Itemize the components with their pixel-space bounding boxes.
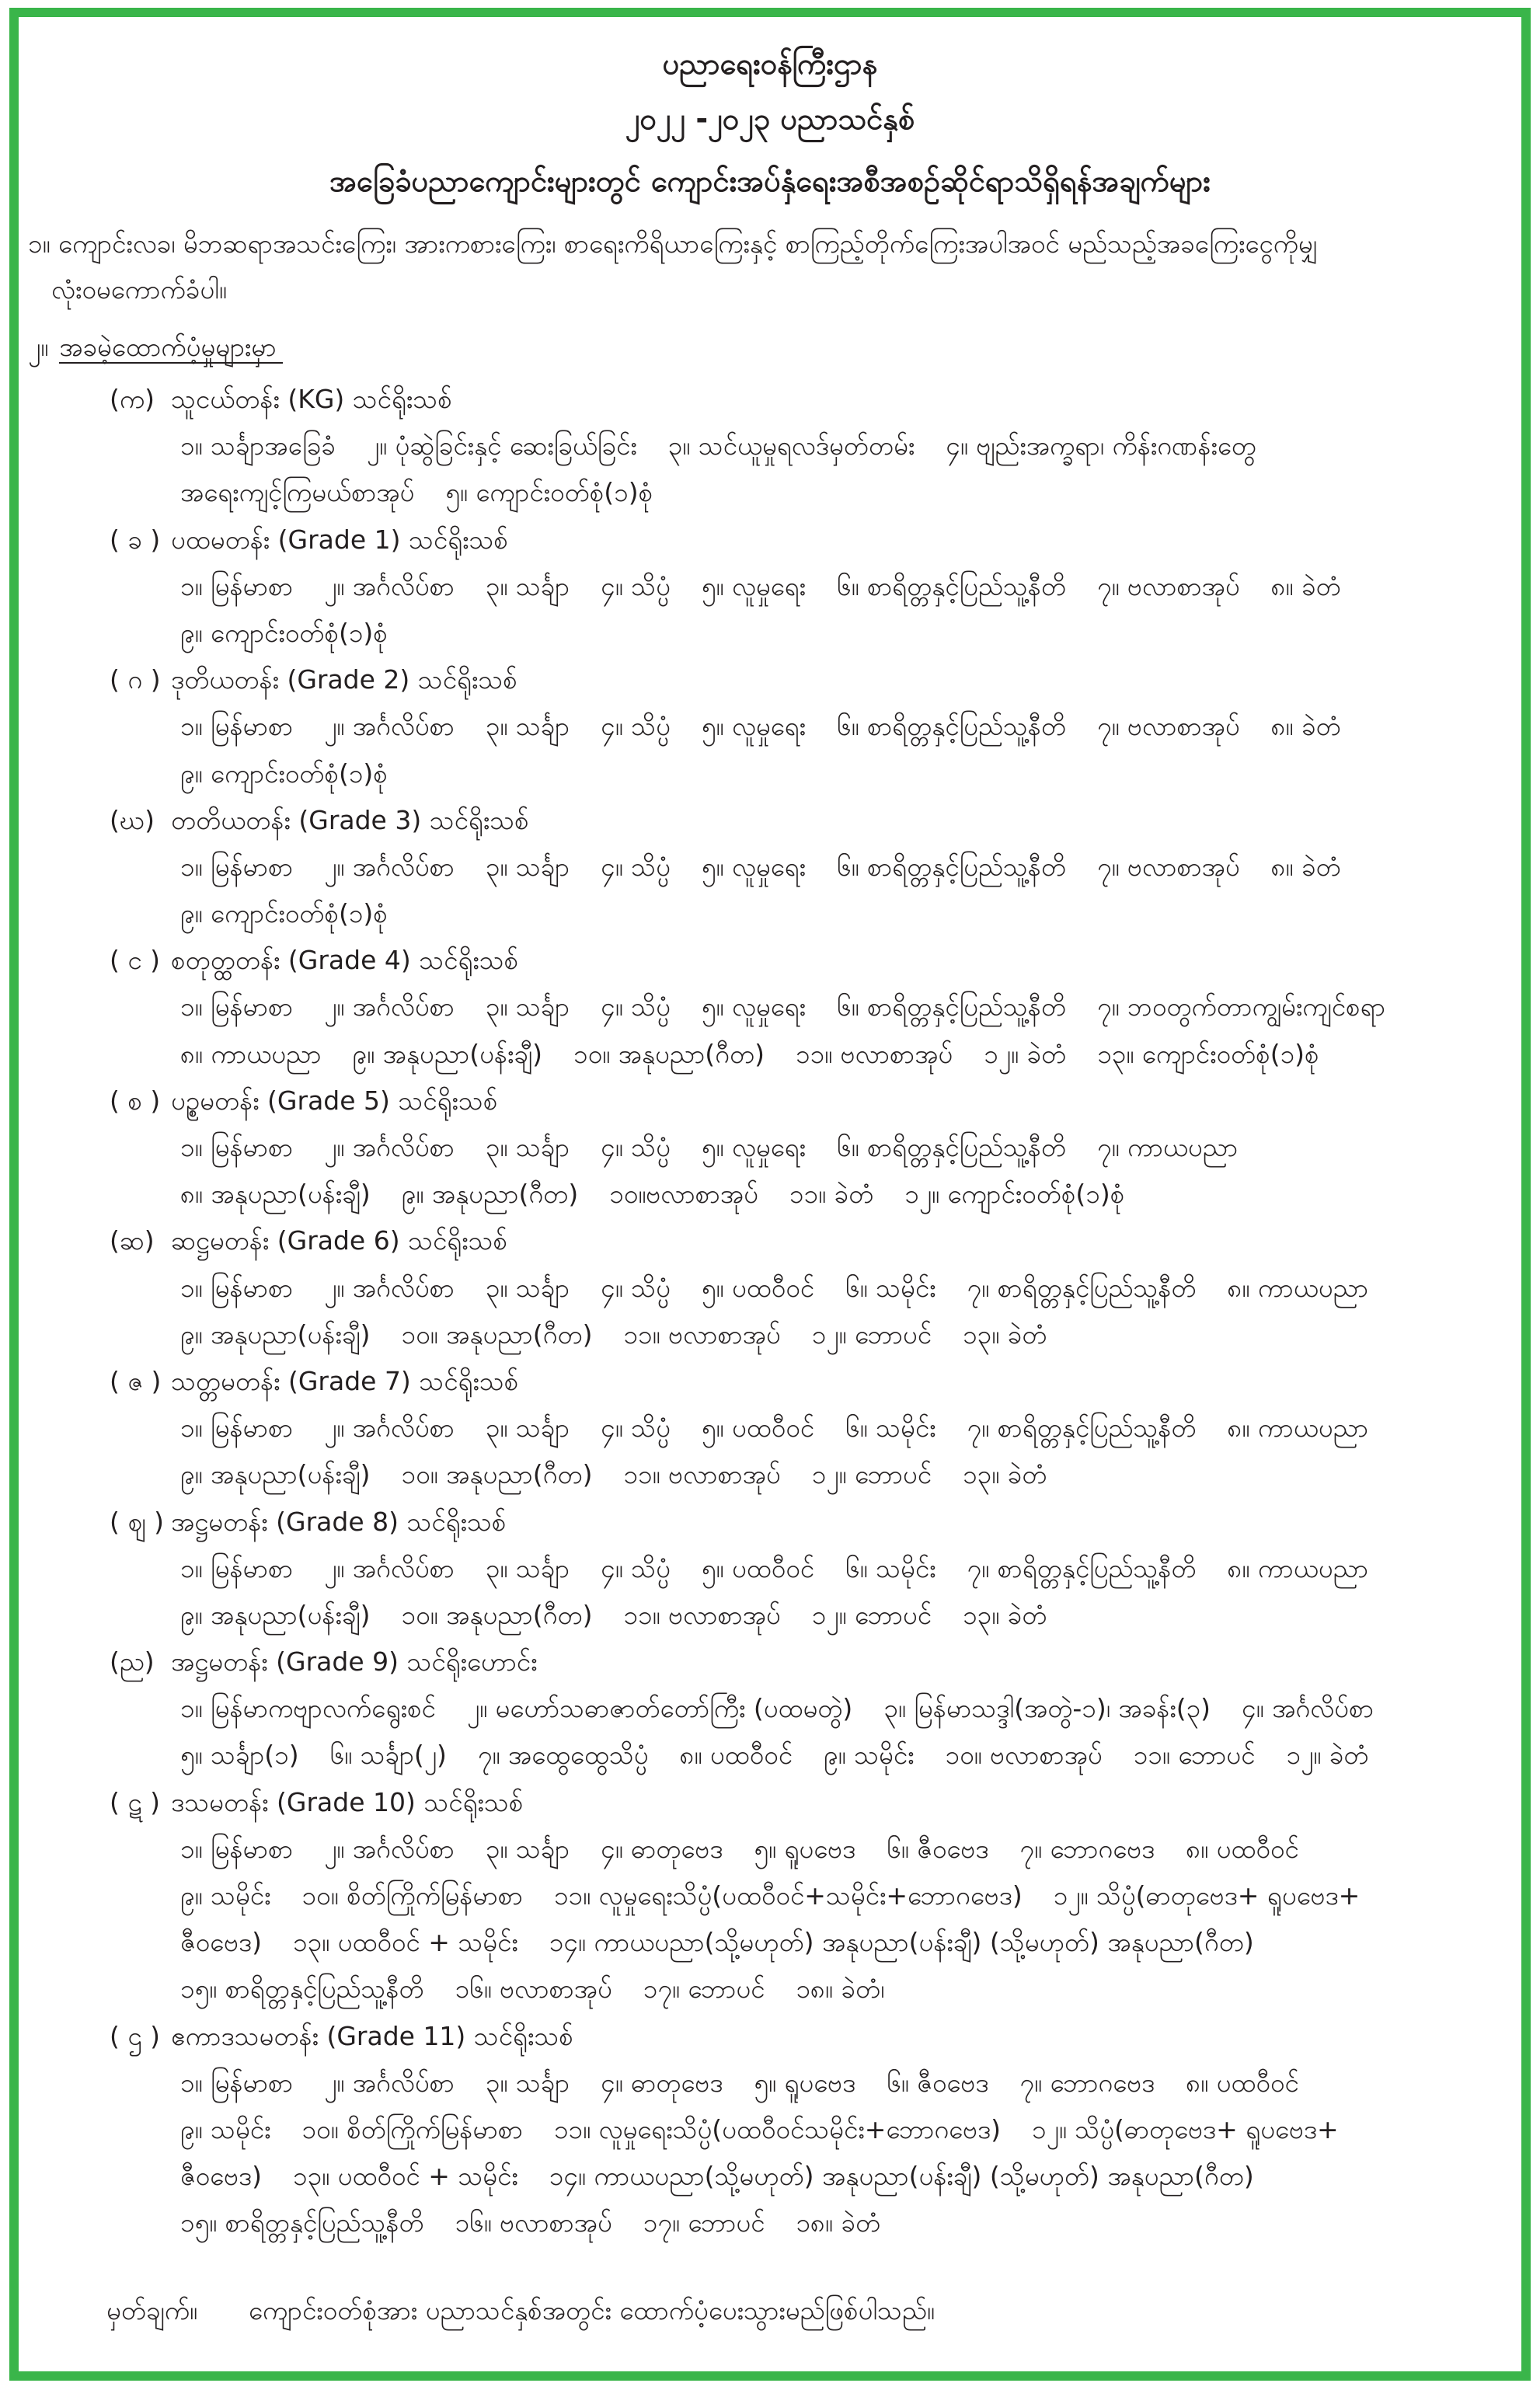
list-item: ၈။ ခဲတံ [1270,570,1341,601]
grade-title: ဒသမတန်း (Grade 10) သင်ရိုးသစ် [171,1786,524,1817]
grade-label: ( ခ ) [110,524,161,555]
list-item: ၅။ လူမှုရေး [701,851,806,882]
list-item: ၁၂။ သိပ္ပံ(ဓာတုဗေဒ+ ရူပဗေဒ+ [1053,1880,1361,1911]
item-line [180,423,1509,469]
item-line [180,890,1509,937]
item-line [180,1919,1509,1966]
list-item: ၄။ သိပ္ပံ [601,711,671,742]
grade-header [0,657,1509,703]
footer-text: ကျောင်းဝတ်စုံအား ပညာသင်နှစ်အတွင်း ထောက်ပံ့ပေးသွားမည်ဖြစ်ပါသည်။ [249,2295,935,2326]
list-item: ၄။ ဓာတုဗေဒ [601,1833,723,1864]
grade-header [0,2013,1509,2060]
list-item: ၁၂။ ဘောပင် [811,1599,932,1630]
list-item: ၆။ စာရိတ္တနှင့်ပြည်သူ့နီတိ [837,991,1066,1023]
item-line [180,984,1509,1030]
list-item: ၅။ ပထဝီဝင် [701,1552,815,1583]
grade-title: တတိယတန်း (Grade 3) သင်ရိုးသစ် [171,804,529,835]
grade-list [0,376,1540,2247]
grade-title: သူငယ်တန်း (KG) သင်ရိုးသစ် [171,384,452,414]
notice-2-heading: အခမဲ့ထောက်ပံ့မှုများမှာ [59,332,283,364]
list-item: ၁၁။ ဘောပင် [1133,1740,1256,1771]
list-item: ၇။ ဘောဂဗေဒ [1019,1833,1155,1864]
grade-section [0,797,1540,938]
list-item: ၃။ သင်္ချာ [485,2067,570,2098]
list-item: ၄။ သိပ္ပံ [601,1272,671,1303]
grade-label: ( ဂ ) [110,664,161,695]
list-item: ၁၆။ ဗလာစာအုပ် [455,1974,612,2005]
academic-year-title: ၂၀၂၂ -၂၀၂၃ ပညာသင်နှစ် [625,102,915,136]
list-item: ၁။ မြန်မာစာ [180,1272,294,1303]
list-item: ၂။ အင်္ဂလိပ်စာ [324,851,455,882]
list-item: ၈။ ကာယပညာ [1227,1272,1369,1303]
list-item: ၁၀။ စိတ်ကြိုက်မြန်မာစာ [301,1880,523,1911]
grade-title: ဒုတိယတန်း (Grade 2) သင်ရိုးသစ် [171,664,517,695]
item-line [180,469,1509,516]
list-item: ၁၂။ သိပ္ပံ(ဓာတုဗေဒ+ ရူပဗေဒ+ [1032,2113,1339,2144]
list-item: ၆။ စာရိတ္တနှင့်ပြည်သူ့နီတိ [837,851,1066,882]
list-item: ၇။ ဘောဂဗေဒ [1019,2067,1155,2098]
list-item: ၉။ သမိုင်း [824,1740,915,1771]
list-item: ၃။ သင်္ချာ [485,1272,570,1303]
grade-section [0,1358,1540,1499]
list-item: ၉။ အနုပညာ(ပန်းချီ) [180,1459,371,1490]
item-line [180,1451,1509,1498]
list-item: ၂။ အင်္ဂလိပ်စာ [324,1272,455,1303]
grade-title: အဋ္ဌမတန်း (Grade 8) သင်ရိုးသစ် [171,1506,507,1537]
grade-section [0,1218,1540,1358]
list-item: ၃။ သင်ယူမှုရလဒ်မှတ်တမ်း [667,430,915,462]
item-line [180,1685,1509,1732]
list-item: ၇။ စာရိတ္တနှင့်ပြည်သူ့နီတိ [967,1413,1197,1444]
grade-label: (ည) [110,1646,155,1678]
list-item: ၇။ ဗလာစာအုပ် [1097,570,1240,601]
list-item: ၁၅။ စာရိတ္တနှင့်ပြည်သူ့နီတိ [180,1974,424,2005]
list-item: ၄။ သိပ္ပံ [601,851,671,882]
list-item: ၁၀။ အနုပညာ(ဂီတ) [401,1599,593,1630]
list-item: ၅။ ကျောင်းဝတ်စုံ(၁)စုံ [445,477,653,508]
list-item: ၆။ စာရိတ္တနှင့်ပြည်သူ့နီတိ [837,570,1066,601]
grade-label: ( ဋ ) [110,1786,161,1817]
item-line [180,563,1509,610]
list-item: ၃။ မြန်မာသဒ္ဒါ(အတွဲ-၁)၊ အခန်း(၃) [883,1693,1211,1724]
grade-label: ( ဈ ) [110,1506,164,1537]
list-item: ၁၁။ လူမှုရေးသိပ္ပံ(ပထဝီဝင်+သမိုင်း+ဘောဂဗေဒ) [553,1880,1023,1911]
list-item: ၁။ မြန်မာစာ [180,851,294,882]
item-line [180,1545,1509,1592]
list-item: ၉။ အနုပညာ(ဂီတ) [401,1179,579,1210]
list-item: ၅။ လူမှုရေး [701,991,806,1023]
list-item: ၂။ ပုံဆွဲခြင်းနှင့် ဆေးခြယ်ခြင်း [366,430,637,462]
list-item: ၃။ သင်္ချာ [485,1552,570,1583]
list-item: ၂။ အင်္ဂလိပ်စာ [324,570,455,601]
list-item: ၁။ မြန်မာစာ [180,1833,294,1864]
list-item: ၇။ စာရိတ္တနှင့်ပြည်သူ့နီတိ [967,1552,1197,1583]
list-item: ၆။ ဇီဝဗေဒ [887,2067,989,2098]
list-item: ၁၁။ ဗလာစာအုပ် [623,1459,781,1490]
list-item: ၁၃။ ခဲတံ [963,1319,1047,1350]
list-item: ၆။ စာရိတ္တနှင့်ပြည်သူ့နီတိ [837,1132,1066,1162]
document-title: အခြေခံပညာကျောင်းများတွင် ကျောင်းအပ်နှံရေးအစီအစဉ်ဆိုင်ရာသိရှိရန်အချက်များ [329,164,1211,198]
list-item: ၇။ ကာယပညာ [1097,1132,1239,1162]
list-item: ၉။ သမိုင်း [180,2113,271,2144]
grade-label: ( င ) [110,945,161,976]
list-item: ၅။ လူမှုရေး [701,711,806,742]
list-item: ၄။ သိပ္ပံ [601,991,671,1023]
grade-label: ( ဇ ) [110,1365,162,1396]
list-item: ၅။ ပထဝီဝင် [701,1413,815,1444]
item-line [180,1171,1509,1218]
footer-label: မှတ်ချက်။ [106,2295,198,2326]
ministry-title: ပညာရေးဝန်ကြီးဌာန [662,47,878,81]
list-item: ၁၂။ ကျောင်းဝတ်စုံ(၁)စုံ [904,1179,1125,1210]
grade-section [0,1499,1540,1639]
list-item: ၇။ ဗလာစာအုပ် [1097,711,1240,742]
list-item: ၈။ ခဲတံ [1270,711,1341,742]
item-line [180,1124,1509,1171]
list-item: ၆။ စာရိတ္တနှင့်ပြည်သူ့နီတိ [837,711,1066,742]
list-item: ၂။ အင်္ဂလိပ်စာ [324,1552,455,1583]
list-item: ၁၆။ ဗလာစာအုပ် [455,2207,612,2238]
item-line [180,1873,1509,1919]
grade-section [0,1779,1540,2013]
list-item: ၁။ မြန်မာစာ [180,570,294,601]
list-item: ၈။ ကာယပညာ [1227,1413,1369,1444]
list-item: ၃။ သင်္ချာ [485,711,570,742]
item-line [180,1312,1509,1358]
list-item: ၂။ အင်္ဂလိပ်စာ [324,1833,455,1864]
list-item: ၁၁။ ဗလာစာအုပ် [623,1319,781,1350]
grade-section [0,657,1540,797]
footer-note [0,2287,1509,2334]
list-item: ၄။ အင်္ဂလိပ်စာ [1242,1693,1375,1724]
list-item: ၈။ ခဲတံ [1270,851,1341,882]
list-item: ၈။ ကာယပညာ [1227,1552,1369,1583]
item-line [180,1592,1509,1639]
list-item: ၉။ သမိုင်း [180,1880,271,1911]
list-item: ၂။ အင်္ဂလိပ်စာ [324,2067,455,2098]
list-item: ၁၃။ ပထဝီဝင် + သမိုင်း [293,1927,518,1958]
list-item: ၁၃။ ပထဝီဝင် + သမိုင်း [293,2161,518,2192]
list-item: ၁၃။ ခဲတံ [963,1599,1047,1630]
list-item: ၆။ သမိုင်း [845,1552,936,1583]
grade-header [0,1779,1509,1826]
list-item: ၉။ ကျောင်းဝတ်စုံ(၁)စုံ [180,898,388,929]
list-item: ၁၂။ ဘောပင် [811,1319,932,1350]
grade-section [0,1639,1540,1779]
list-item: ၃။ သင်္ချာ [485,991,570,1023]
grade-section [0,376,1540,517]
list-item: ၁၀။ဗလာစာအုပ် [609,1179,758,1210]
list-item: ၈။ ပထဝီဝင် [1186,2067,1299,2098]
list-item: ၉။ အနုပညာ(ပန်းချီ) [180,1319,371,1350]
grade-label: ( ဌ ) [110,2020,161,2051]
grade-label: (ဃ) [110,804,155,835]
list-item: ၇။ စာရိတ္တနှင့်ပြည်သူ့နီတိ [967,1272,1197,1303]
list-item: ၅။ သင်္ချာ(၁) [180,1740,299,1771]
list-item: ၁။ မြန်မာစာ [180,991,294,1023]
list-item: ၂။ အင်္ဂလိပ်စာ [324,711,455,742]
list-item: ၁။ မြန်မာစာ [180,1552,294,1583]
grade-title: သတ္တမတန်း (Grade 7) သင်ရိုးသစ် [171,1365,519,1396]
list-item: ၅။ ပထဝီဝင် [701,1272,815,1303]
list-item: ၁၀။ စိတ်ကြိုက်မြန်မာစာ [301,2113,523,2144]
list-item: ၈။ ပထဝီဝင် [679,1740,793,1771]
grade-section [0,1078,1540,1218]
grade-title: ဧကာဒသမတန်း (Grade 11) သင်ရိုးသစ် [171,2020,573,2051]
list-item: ၁။ မြန်မာစာ [180,1413,294,1444]
grade-title: ပထမတန်း (Grade 1) သင်ရိုးသစ် [171,524,508,555]
item-line [180,703,1509,750]
list-item: ၃။ သင်္ချာ [485,570,570,601]
item-line [180,1732,1509,1779]
list-item: ၃။ သင်္ချာ [485,1413,570,1444]
grade-header [0,1218,1509,1264]
list-item: ၇။ ဗလာစာအုပ် [1097,851,1240,882]
grade-header [0,376,1509,423]
list-item: ၁၇။ ဘောပင် [643,2207,765,2238]
list-item: ၁၄။ ကာယပညာ(သို့မဟုတ်) အနုပညာ(ပန်းချီ) (သို့မဟုတ်) အနုပညာ(ဂီတ) [549,1927,1254,1958]
list-item: ၅။ ရူပဗေဒ [754,1833,856,1864]
list-item: ၂။ မဟော်သဓာဇာတ်တော်ကြီး (ပထမတွဲ) [466,1693,853,1724]
item-line [180,1031,1509,1078]
list-item: ၃။ သင်္ချာ [485,1132,570,1162]
list-item: ၃။ သင်္ချာ [485,851,570,882]
list-item: ၈။ အနုပညာ(ပန်းချီ) [180,1179,371,1210]
notice-1-line-1: ၁။ ကျောင်းလခ၊ မိဘဆရာအသင်းကြေး၊ အားကစားကြေး၊ စာရေးကိရိယာကြေးနှင့် စာကြည့်တိုက်ကြေးအပါအဝင် မည်သည့်အခကြေးငွေကိုမျှ [28,228,1319,259]
list-item: ၁၂။ ဘောပင် [811,1459,932,1490]
list-item: ၁၄။ ကာယပညာ(သို့မဟုတ်) အနုပညာ(ပန်းချီ) (သို့မဟုတ်) အနုပညာ(ဂီတ) [549,2161,1254,2192]
list-item: ၁၈။ ခဲတံ [796,2207,881,2238]
grade-header [0,937,1509,984]
list-item: ၁။ မြန်မာစာ [180,711,294,742]
list-item: ၉။ အနုပညာ(ပန်းချီ) [352,1038,543,1069]
list-item: ၄။ သိပ္ပံ [601,570,671,601]
list-item: ၁။ မြန်မာကဗျာလက်ရွေးစင် [180,1693,436,1724]
item-line [180,2200,1509,2246]
list-item: ၄။ သိပ္ပံ [601,1132,671,1162]
grade-section [0,937,1540,1078]
list-item: ၁၁။ ဗလာစာအုပ် [623,1599,781,1630]
list-item: ၂။ အင်္ဂလိပ်စာ [324,1132,455,1162]
list-item: ၅။ ရူပဗေဒ [754,2067,856,2098]
list-item: ၇။ ဘဝတွက်တာကျွမ်းကျင်စရာ [1097,991,1386,1023]
grade-header [0,797,1509,844]
list-item: ၁၀။ ဗလာစာအုပ် [945,1740,1103,1771]
item-line [180,1966,1509,2012]
list-item: ၄။ သိပ္ပံ [601,1413,671,1444]
list-item: ၈။ ကာယပညာ [180,1038,322,1069]
list-item: ၁၁။ လူမှုရေးသိပ္ပံ(ပထဝီဝင်သမိုင်း+ဘောဂဗေဒ) [553,2113,1002,2144]
notice-2-number: ၂။ [28,332,49,362]
list-item: ၃။ သင်္ချာ [485,1833,570,1864]
list-item: ၉။ အနုပညာ(ပန်းချီ) [180,1599,371,1630]
list-item: ၆။ သမိုင်း [845,1413,936,1444]
list-item: ၂။ အင်္ဂလိပ်စာ [324,1413,455,1444]
list-item: ၉။ ကျောင်းဝတ်စုံ(၁)စုံ [180,758,388,789]
grade-label: (က) [110,384,155,414]
list-item: ၅။ လူမှုရေး [701,570,806,601]
grade-header [0,1639,1509,1685]
list-item: ၅။ လူမှုရေး [701,1132,806,1162]
list-item: ၄။ ဓာတုဗေဒ [601,2067,723,2098]
list-item: ၁။ မြန်မာစာ [180,1132,294,1162]
item-line [180,751,1509,797]
list-item: ၁၂။ ခဲတံ [1286,1740,1369,1771]
list-item: ၄။ သိပ္ပံ [601,1552,671,1583]
list-item: ၆။ သမိုင်း [845,1272,936,1303]
item-line [180,2060,1509,2106]
list-item: ၁။ မြန်မာစာ [180,2067,294,2098]
grade-section [0,517,1540,657]
list-item: ၁၁။ ဗလာစာအုပ် [796,1038,953,1069]
list-item: အရေးကျင့်ကြမယ်စာအုပ် [180,477,415,508]
grade-header [0,517,1509,563]
item-line [180,1265,1509,1312]
item-line [180,610,1509,657]
list-item: ၈။ ပထဝီဝင် [1186,1833,1299,1864]
list-item: ၁၂။ ခဲတံ [984,1038,1067,1069]
item-line [180,1826,1509,1873]
list-item: ၁၃။ ခဲတံ [963,1459,1047,1490]
list-item: ၁၈။ ခဲတံ၊ [796,1974,885,2005]
grade-header [0,1358,1509,1405]
grade-title: ဆဋ္ဌမတန်း (Grade 6) သင်ရိုးသစ် [171,1225,508,1256]
list-item: ၁၀။ အနုပညာ(ဂီတ) [573,1038,765,1069]
grade-header [0,1499,1509,1545]
list-item: ၁၅။ စာရိတ္တနှင့်ပြည်သူ့နီတိ [180,2207,424,2238]
list-item: ၆။ ဇီဝဗေဒ [887,1833,989,1864]
list-item: ၁။ သင်္ချာအခြေခံ [180,430,336,462]
list-item: ၂။ အင်္ဂလိပ်စာ [324,991,455,1023]
list-item: ၄။ ဗျည်းအက္ခရာ၊ ကိန်းဂဏန်းတွေ [946,430,1256,462]
item-line [180,2106,1509,2153]
list-item: ဇီဝဗေဒ) [180,2161,263,2192]
notice-1-line-2: လုံးဝမကောက်ခံပါ။ [51,274,227,305]
list-item: ၁၀။ အနုပညာ(ဂီတ) [401,1459,593,1490]
list-item: ၁၃။ ကျောင်းဝတ်စုံ(၁)စုံ [1097,1038,1319,1069]
list-item: ၉။ ကျောင်းဝတ်စုံ(၁)စုံ [180,617,388,648]
list-item: ၁၁။ ခဲတံ [789,1179,874,1210]
grade-title: ပဉ္စမတန်း (Grade 5) သင်ရိုးသစ် [171,1085,498,1116]
grade-title: အဋ္ဌမတန်း (Grade 9) သင်ရိုးဟောင်း [171,1646,538,1678]
list-item: ၁၇။ ဘောပင် [643,1974,765,2005]
grade-section [0,2013,1540,2247]
list-item: ၁၀။ အနုပညာ(ဂီတ) [401,1319,593,1350]
item-line [180,1405,1509,1451]
item-line [180,844,1509,890]
notice-2 [28,324,1517,371]
grade-label: ( စ ) [110,1085,161,1116]
grade-title: စတုတ္ထတန်း (Grade 4) သင်ရိုးသစ် [171,945,519,976]
grade-label: (ဆ) [110,1225,155,1256]
grade-header [0,1078,1509,1124]
list-item: ဇီဝဗေဒ) [180,1927,263,1958]
item-line [180,2153,1509,2200]
list-item: ၇။ အထွေထွေသိပ္ပံ [477,1740,649,1771]
list-item: ၆။ သင်္ချာ(၂) [329,1740,447,1771]
